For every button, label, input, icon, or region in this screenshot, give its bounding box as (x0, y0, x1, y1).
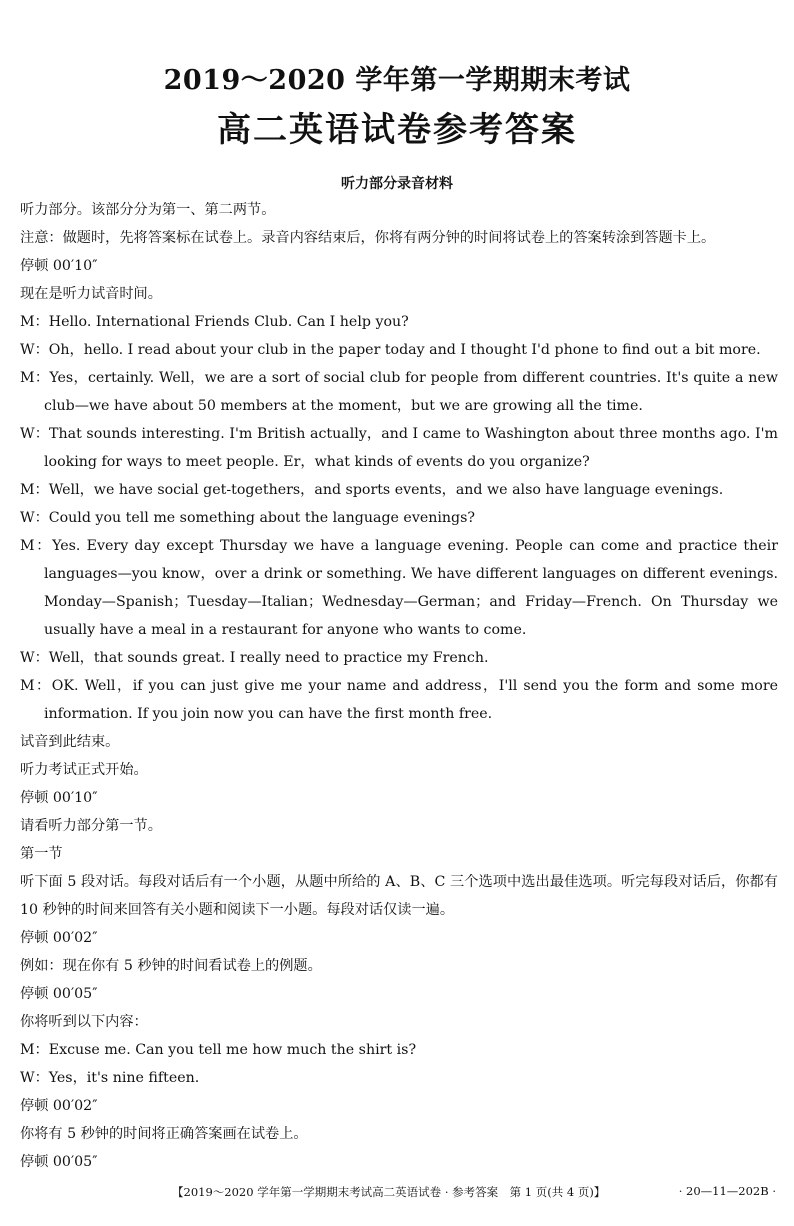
text-line: 例如：现在你有 5 秒钟的时间看试卷上的例题。 (20, 958, 322, 974)
dialogue-line: W：Could you tell me something about the language evenings? (20, 510, 476, 526)
text-line: 你将听到以下内容： (20, 1014, 148, 1030)
answer-key-title: 高二英语试卷参考答案 (217, 110, 577, 150)
dialogue-line: M：Hello. International Friends Club. Can I help you? (20, 314, 409, 330)
section-label: 第一节 (20, 846, 63, 862)
exam-title: 2019～2020 学年第一学期期末考试 (163, 65, 631, 96)
pause-marker: 停顿 00′10″ (20, 258, 98, 274)
pause-marker: 停顿 00′02″ (20, 930, 98, 946)
dialogue-line: W：That sounds interesting. I'm British actually，and I came to Washington about three months ago. I'm looking for ways to meet people. Er，what kinds of events do you organize? (20, 426, 778, 470)
pause-marker: 停顿 00′05″ (20, 1154, 98, 1170)
dialogue-line: M：Yes，certainly. Well，we are a sort of social club for people from different countries. It's quite a new club—we have about 50 members at the moment，but we are growing all the time. (20, 370, 778, 414)
dialogue-line: M：OK. Well，if you can just give me your name and address，I'll send you the form and some more information. If you join now you can have the first month free. (20, 678, 778, 722)
text-line: 听力考试正式开始。 (20, 762, 148, 778)
text-line: 试音到此结束。 (20, 734, 120, 750)
dialogue-line: M：Excuse me. Can you tell me how much the shirt is? (20, 1042, 417, 1058)
instruction-paragraph: 听下面 5 段对话。每段对话后有一个小题，从题中所给的 A、B、C 三个选项中选出最佳选项。听完每段对话后，你都有 10 秒钟的时间来回答有关小题和阅读下一小题。每段对话仅读一遍。 (20, 874, 778, 918)
dialogue-line: W：Well，that sounds great. I really need to practice my French. (20, 650, 489, 666)
text-line: 请看听力部分第一节。 (20, 818, 162, 834)
text-line: 注意：做题时，先将答案标在试卷上。录音内容结束后，你将有两分钟的时间将试卷上的答案转涂到答题卡上。 (20, 230, 716, 246)
transcript-body (20, 196, 778, 1176)
pause-marker: 停顿 00′05″ (20, 986, 98, 1002)
text-line: 听力部分。该部分分为第一、第二两节。 (20, 202, 276, 218)
dialogue-line: M：Yes. Every day except Thursday we have a language evening. People can come and practice their languages—you know，over a drink or something. We have different languages on different evenings. Monday—Spanish；Tuesday—Italian；Wednesday—German；and Friday—French. On Thursday we usually have a meal in a restaurant for anyone who wants to come. (20, 538, 778, 638)
text-line: 现在是听力试音时间。 (20, 286, 162, 302)
dialogue-line: W：Yes，it's nine fifteen. (20, 1070, 200, 1086)
footer-page-info: 【2019～2020 学年第一学期期末考试高二英语试卷 · 参考答案 第 1 页(共 4 页)】 (172, 1185, 606, 1199)
section-heading: 听力部分录音材料 (341, 176, 453, 192)
dialogue-line: W：Oh，hello. I read about your club in the paper today and I thought I'd phone to find out a bit more. (20, 342, 761, 358)
dialogue-line: M：Well，we have social get-togethers，and sports events，and we also have language evenings. (20, 482, 724, 498)
text-line: 你将有 5 秒钟的时间将正确答案画在试卷上。 (20, 1126, 308, 1142)
footer-code: · 20—11—202B · (678, 1184, 776, 1198)
pause-marker: 停顿 00′10″ (20, 790, 98, 806)
pause-marker: 停顿 00′02″ (20, 1098, 98, 1114)
